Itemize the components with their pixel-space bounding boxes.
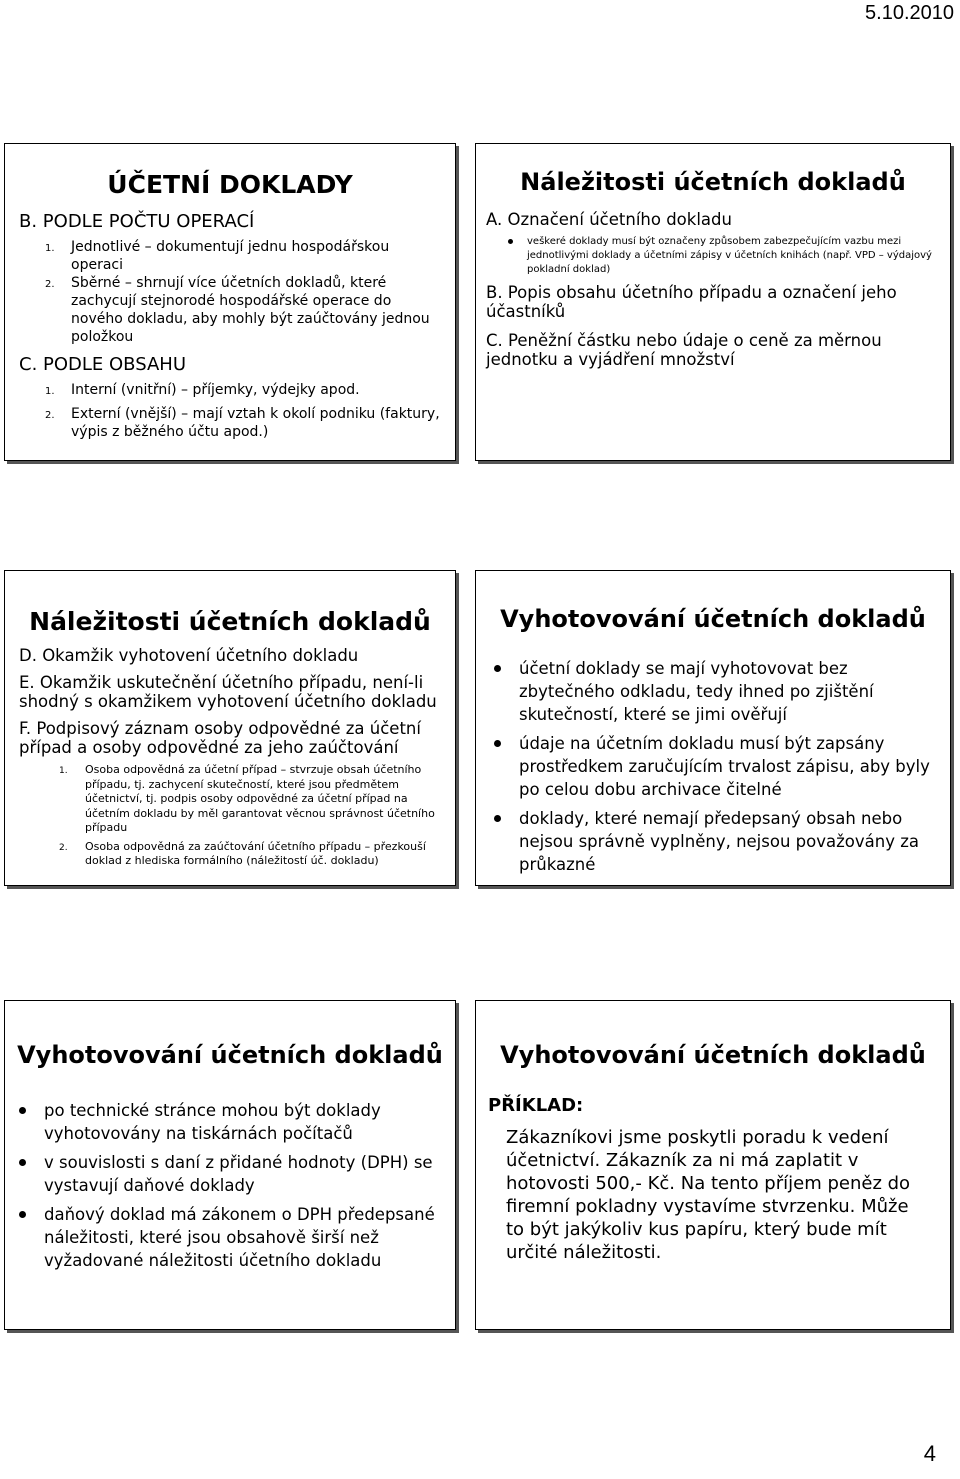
- slide-title: Náležitosti účetních dokladů: [520, 168, 906, 196]
- item-text: doklady, které nemají předepsaný obsah nebo nejsou správně vyplněny, nejsou považovány za průkazné: [519, 809, 919, 874]
- bullet-icon: [19, 1159, 26, 1166]
- item-text: Externí (vnější) – mají vztah k okolí podniku (faktury, výpis z běžného účtu apod.): [71, 406, 440, 440]
- section-heading-c: C. Peněžní částku nebo údaje o ceně za měrnou jednotku a vyjádření množství: [486, 331, 882, 369]
- bullet-icon: [19, 1211, 26, 1218]
- bullet-icon: [494, 665, 501, 672]
- item-text: veškeré doklady musí být označeny způsobem zabezpečujícím vazbu mezi jednotlivými doklady a účetními zápisy v účetních knihách (např. VPD – výdajový pokladní doklad): [527, 236, 932, 275]
- list-item: [59, 840, 443, 869]
- slide-vyhotovovani-1: [475, 570, 951, 886]
- list-item: [45, 381, 441, 401]
- bullet-list: [19, 1099, 435, 1272]
- item-text: po technické stránce mohou být doklady vyhotovovány na tiskárnách počítačů: [44, 1101, 381, 1143]
- slide-nalezitosti-1: [475, 143, 951, 461]
- slide-nalezitosti-2: [4, 570, 456, 886]
- section-heading-e: E. Okamžik uskutečnění účetního případu, není-li shodný s okamžikem vyhotovení účetního dokladu: [19, 673, 437, 711]
- item-number: 1.: [59, 766, 68, 776]
- list-item: [45, 238, 441, 274]
- slide-title: Náležitosti účetních dokladů: [29, 607, 431, 636]
- item-text: v souvislosti s daní z přidané hodnoty (DPH) se vystavují daňové doklady: [44, 1153, 433, 1195]
- page-date: 5.10.2010: [865, 2, 954, 24]
- item-text: účetní doklady se mají vyhotovovat bez zbytečného odkladu, tedy ihned po zjištění skutečností, které se jimi ověřují: [519, 659, 874, 724]
- slide-title: Vyhotovování účetních dokladů: [500, 1041, 926, 1069]
- slide-ucetni-doklady: [4, 143, 456, 461]
- list-f: [19, 763, 443, 869]
- section-heading-d: D. Okamžik vyhotovení účetního dokladu: [19, 646, 359, 665]
- list-item: [494, 732, 930, 801]
- item-text: daňový doklad má zákonem o DPH předepsané náležitosti, které jsou obsahově širší než vyžadované náležitosti účetního dokladu: [44, 1205, 435, 1270]
- list-b: [19, 238, 441, 346]
- slide-vyhotovovani-3: [475, 1000, 951, 1330]
- list-item: [494, 657, 930, 726]
- bullet-icon: [494, 740, 501, 747]
- page-number: 4: [923, 1441, 936, 1466]
- list-item: [19, 1151, 435, 1197]
- item-text: Jednotlivé – dokumentují jednu hospodářskou operaci: [71, 239, 390, 273]
- section-heading-c: C. PODLE OBSAHU: [19, 354, 187, 375]
- slide-title: Vyhotovování účetních dokladů: [17, 1041, 443, 1069]
- item-number: 2.: [45, 410, 55, 421]
- slide-vyhotovovani-2: [4, 1000, 456, 1330]
- bullet-icon: [508, 239, 513, 244]
- item-number: 1.: [45, 386, 55, 397]
- section-heading-b: B. PODLE POČTU OPERACÍ: [19, 211, 255, 232]
- item-text: Interní (vnitřní) – příjemky, výdejky apod.: [71, 382, 360, 398]
- item-text: údaje na účetním dokladu musí být zapsány prostředkem zaručujícím trvalost zápisu, aby byly po celou dobu archivace čitelné: [519, 734, 930, 799]
- section-heading-a: A. Označení účetního dokladu: [486, 210, 732, 229]
- item-text: Sběrné – shrnují více účetních dokladů, které zachycují stejnorodé hospodářské operace do nového dokladu, aby mohly být zaúčtovány jednou položkou: [71, 275, 430, 345]
- slide-title: ÚČETNÍ DOKLADY: [107, 170, 353, 199]
- bullet-icon: [19, 1107, 26, 1114]
- list-item: [59, 763, 443, 836]
- item-number: 2.: [45, 279, 55, 290]
- list-item: [508, 235, 936, 277]
- example-text: Zákazníkovi jsme poskytli poradu k vedení účetnictví. Zákazník za ni má zaplatit v hotovosti 500,- Kč. Na tento příjem peněz do firemní pokladny vystavíme stvrzenku. Může to být jakýkoliv kus papíru, který bude mít určité náležitosti.: [506, 1127, 911, 1263]
- item-number: 1.: [45, 243, 55, 254]
- list-item: [494, 807, 930, 876]
- bullet-list: [508, 235, 936, 277]
- list-item: [19, 1203, 435, 1272]
- slide-title: Vyhotovování účetních dokladů: [500, 605, 926, 633]
- bullet-list: [494, 657, 930, 876]
- list-item: [45, 405, 441, 441]
- bullet-icon: [494, 815, 501, 822]
- list-item: [19, 1099, 435, 1145]
- list-c: [19, 381, 441, 441]
- item-text: Osoba odpovědná za zaúčtování účetního případu – přezkouší doklad z hlediska formálního (náležitostí úč. dokladu): [85, 839, 426, 867]
- example-label: PŘÍKLAD:: [488, 1095, 584, 1116]
- item-text: Osoba odpovědná za účetní případ – stvrzuje obsah účetního případu, tj. zachycení skutečností, které jsou předmětem účetnictví, tj. podpis osoby odpovědné za účetní případ na účetním dokladu by měl garantovat věcnou správnost účetního případu: [85, 763, 435, 834]
- section-heading-b: B. Popis obsahu účetního případu a označení jeho účastníků: [486, 283, 897, 321]
- item-number: 2.: [59, 842, 68, 853]
- list-item: [45, 274, 441, 346]
- section-heading-f: F. Podpisový záznam osoby odpovědné za účetní případ a osoby odpovědné za jeho zaúčtování: [19, 719, 421, 757]
